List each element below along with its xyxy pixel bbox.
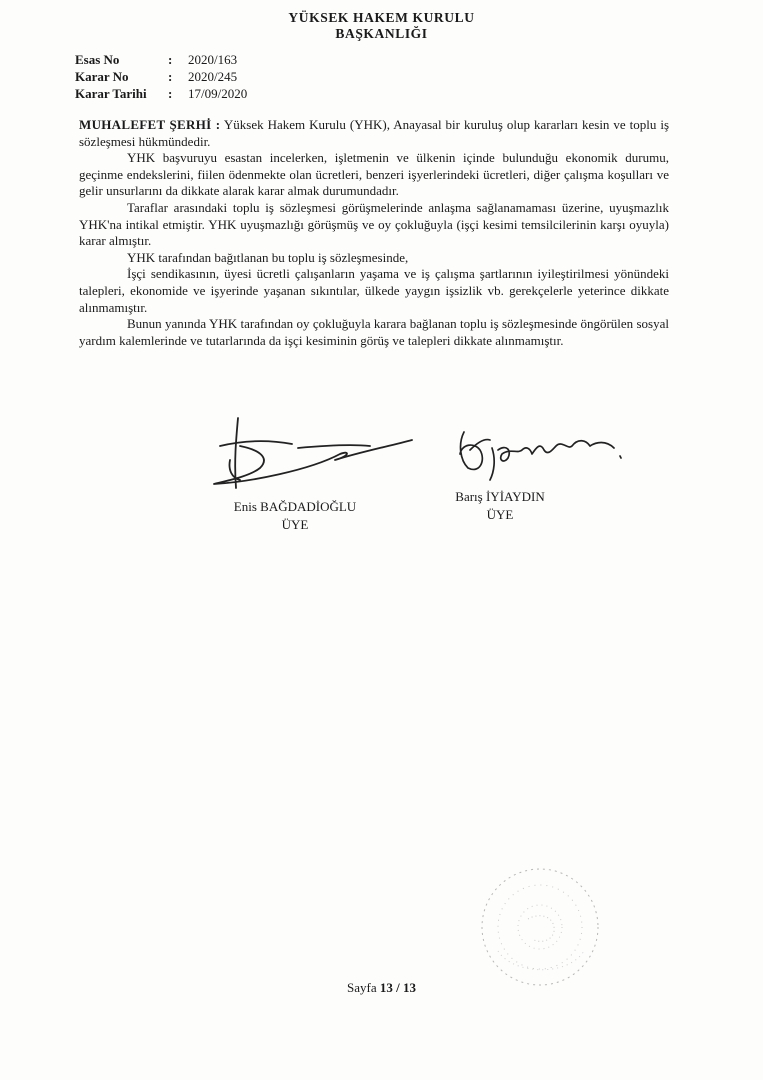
meta-colon: : bbox=[168, 86, 173, 101]
meta-colon: : bbox=[168, 69, 173, 84]
meta-key: Karar Tarihi bbox=[75, 86, 147, 101]
header-title: YÜKSEK HAKEM KURULU bbox=[288, 10, 475, 25]
signatory-name: Barış İYİAYDIN bbox=[455, 489, 545, 504]
signature-block-left bbox=[210, 498, 380, 534]
page-number: 13 / 13 bbox=[379, 980, 416, 995]
paragraph: İşçi sendikasının, üyesi ücretli çalışanların yaşama ve iş çalışma şartlarının iyileştirilmesi yönündeki talepleri, ekonomide ve işyerinde yaşanan sıkıntılar, ülkede yaygın işsizlik vb. gerekçelerle yeterince dikkate alınmamıştır. bbox=[79, 266, 669, 315]
decision-number-row bbox=[75, 68, 247, 85]
case-number-row bbox=[75, 51, 247, 68]
signatory-name: Enis BAĞDADİOĞLU bbox=[233, 499, 357, 514]
signatory-role: ÜYE bbox=[281, 517, 309, 532]
meta-key: Esas No bbox=[75, 52, 120, 67]
page-label: Sayfa bbox=[347, 980, 380, 995]
meta-value: 2020/245 bbox=[188, 69, 238, 84]
document-header bbox=[0, 10, 763, 42]
paragraph-text: Yüksek Hakem Kurulu (YHK), Anayasal bir kuruluş olup kararları kesin ve toplu iş sözleşmesi hükmündedir. bbox=[79, 117, 670, 149]
dissent-body bbox=[79, 117, 669, 349]
meta-value: 2020/163 bbox=[188, 52, 238, 67]
paragraph-intro bbox=[79, 117, 669, 150]
paragraph: YHK başvuruyu esastan incelerken, işletmenin ve ülkenin içinde bulunduğu ekonomik durumu, geçinme endekslerini, fiilen ödenmekte olan ücretleri, benzeri işyerlerindeki ücretleri, diğer çalışma koşulları ve gelir unsurlarını da dikkate alarak karar almak durumundadır. bbox=[79, 150, 669, 199]
paragraph: Bunun yanında YHK tarafından oy çokluğuyla karara bağlanan toplu iş sözleşmesinde öngörülen sosyal yardım kalemlerinde ve tutarlarında da işçi kesiminin görüş ve talepleri dikkate alınmamıştır. bbox=[79, 316, 669, 348]
signature-right-image bbox=[440, 420, 640, 490]
meta-colon: : bbox=[168, 52, 173, 67]
signatory-role: ÜYE bbox=[486, 507, 514, 522]
page-footer bbox=[0, 980, 763, 996]
meta-value: 17/09/2020 bbox=[188, 86, 248, 101]
decision-date-row bbox=[75, 85, 247, 102]
signature-block-right bbox=[425, 488, 575, 524]
header-subtitle: BAŞKANLIĞI bbox=[335, 26, 428, 41]
paragraph: Taraflar arasındaki toplu iş sözleşmesi görüşmelerinde anlaşma sağlanamaması üzerine, uyuşmazlık YHK'na intikal etmiştir. YHK uyuşmazlığı görüşmüş ve oy çokluğuyla (işçi kesimi temsilcilerinin karşı oyuyla) karar almıştır. bbox=[79, 199, 669, 249]
meta-key: Karar No bbox=[75, 69, 129, 84]
case-info bbox=[75, 51, 247, 102]
signature-left-image bbox=[200, 410, 430, 495]
paragraph: YHK tarafından bağıtlanan bu toplu iş sözleşmesinde, bbox=[127, 249, 409, 265]
dissent-heading: MUHALEFET ŞERHİ : bbox=[79, 117, 221, 132]
